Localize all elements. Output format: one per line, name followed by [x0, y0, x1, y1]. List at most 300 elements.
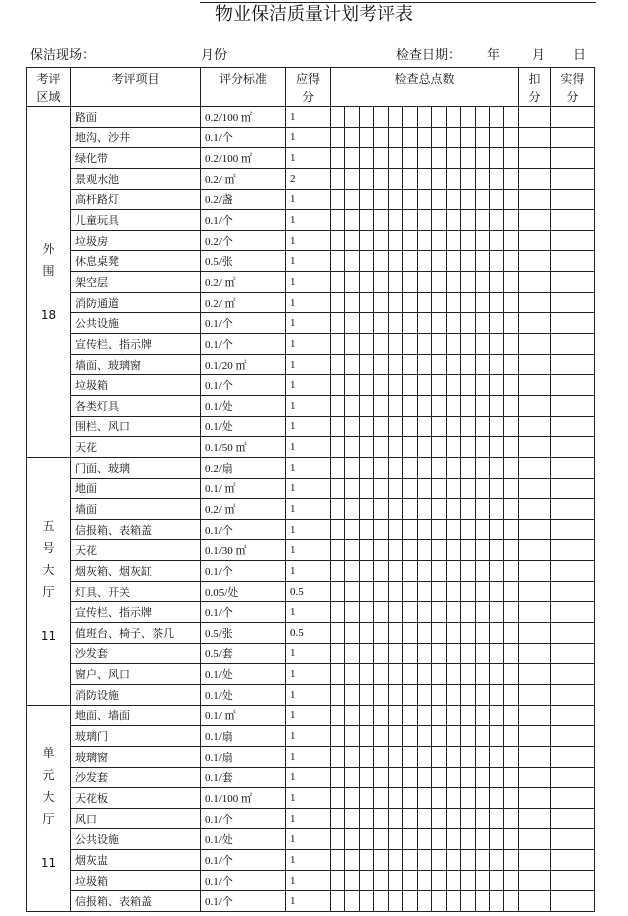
check-cell[interactable] — [359, 354, 373, 375]
check-cell[interactable] — [446, 561, 460, 582]
check-cell[interactable] — [504, 519, 519, 540]
check-cell[interactable] — [331, 292, 345, 313]
check-cell[interactable] — [403, 540, 417, 561]
check-cell[interactable] — [446, 705, 460, 726]
check-cell[interactable] — [345, 354, 359, 375]
check-cell[interactable] — [345, 272, 359, 293]
actual-score-cell[interactable] — [550, 870, 594, 891]
check-cell[interactable] — [359, 375, 373, 396]
check-cell[interactable] — [331, 395, 345, 416]
deduct-cell[interactable] — [518, 664, 550, 685]
check-cell[interactable] — [461, 561, 475, 582]
check-cell[interactable] — [432, 850, 446, 871]
check-cell[interactable] — [446, 499, 460, 520]
check-cell[interactable] — [489, 334, 503, 355]
check-cell[interactable] — [475, 684, 489, 705]
check-cell[interactable] — [345, 808, 359, 829]
check-cell[interactable] — [374, 499, 388, 520]
actual-score-cell[interactable] — [550, 808, 594, 829]
check-cell[interactable] — [374, 850, 388, 871]
check-cell[interactable] — [345, 168, 359, 189]
check-cell[interactable] — [403, 519, 417, 540]
actual-score-cell[interactable] — [550, 210, 594, 231]
check-cell[interactable] — [489, 746, 503, 767]
check-cell[interactable] — [446, 664, 460, 685]
check-cell[interactable] — [345, 788, 359, 809]
deduct-cell[interactable] — [518, 705, 550, 726]
check-cell[interactable] — [359, 457, 373, 478]
check-cell[interactable] — [432, 767, 446, 788]
check-cell[interactable] — [359, 519, 373, 540]
check-cell[interactable] — [359, 107, 373, 128]
check-cell[interactable] — [403, 664, 417, 685]
check-cell[interactable] — [461, 354, 475, 375]
check-cell[interactable] — [504, 499, 519, 520]
check-cell[interactable] — [475, 437, 489, 458]
deduct-cell[interactable] — [518, 581, 550, 602]
check-cell[interactable] — [461, 664, 475, 685]
check-cell[interactable] — [331, 726, 345, 747]
check-cell[interactable] — [432, 664, 446, 685]
check-cell[interactable] — [403, 850, 417, 871]
check-cell[interactable] — [446, 437, 460, 458]
check-cell[interactable] — [432, 746, 446, 767]
check-cell[interactable] — [475, 519, 489, 540]
check-cell[interactable] — [461, 334, 475, 355]
deduct-cell[interactable] — [518, 354, 550, 375]
check-cell[interactable] — [345, 251, 359, 272]
check-cell[interactable] — [417, 746, 431, 767]
deduct-cell[interactable] — [518, 168, 550, 189]
check-cell[interactable] — [359, 788, 373, 809]
actual-score-cell[interactable] — [550, 107, 594, 128]
check-cell[interactable] — [388, 127, 402, 148]
check-cell[interactable] — [461, 395, 475, 416]
deduct-cell[interactable] — [518, 251, 550, 272]
check-cell[interactable] — [475, 313, 489, 334]
check-cell[interactable] — [388, 643, 402, 664]
check-cell[interactable] — [461, 437, 475, 458]
check-cell[interactable] — [489, 891, 503, 912]
check-cell[interactable] — [403, 870, 417, 891]
check-cell[interactable] — [388, 437, 402, 458]
check-cell[interactable] — [374, 643, 388, 664]
actual-score-cell[interactable] — [550, 602, 594, 623]
actual-score-cell[interactable] — [550, 375, 594, 396]
check-cell[interactable] — [374, 127, 388, 148]
check-cell[interactable] — [461, 746, 475, 767]
check-cell[interactable] — [475, 891, 489, 912]
deduct-cell[interactable] — [518, 437, 550, 458]
check-cell[interactable] — [504, 891, 519, 912]
actual-score-cell[interactable] — [550, 168, 594, 189]
check-cell[interactable] — [446, 127, 460, 148]
check-cell[interactable] — [417, 478, 431, 499]
check-cell[interactable] — [388, 767, 402, 788]
deduct-cell[interactable] — [518, 292, 550, 313]
check-cell[interactable] — [461, 891, 475, 912]
check-cell[interactable] — [417, 107, 431, 128]
check-cell[interactable] — [388, 726, 402, 747]
check-cell[interactable] — [504, 684, 519, 705]
deduct-cell[interactable] — [518, 684, 550, 705]
check-cell[interactable] — [432, 581, 446, 602]
check-cell[interactable] — [388, 230, 402, 251]
check-cell[interactable] — [345, 395, 359, 416]
check-cell[interactable] — [331, 478, 345, 499]
check-cell[interactable] — [432, 602, 446, 623]
check-cell[interactable] — [331, 416, 345, 437]
check-cell[interactable] — [417, 148, 431, 169]
check-cell[interactable] — [461, 292, 475, 313]
check-cell[interactable] — [489, 107, 503, 128]
check-cell[interactable] — [345, 664, 359, 685]
check-cell[interactable] — [461, 148, 475, 169]
check-cell[interactable] — [417, 684, 431, 705]
check-cell[interactable] — [489, 395, 503, 416]
check-cell[interactable] — [345, 230, 359, 251]
check-cell[interactable] — [489, 416, 503, 437]
check-cell[interactable] — [432, 210, 446, 231]
actual-score-cell[interactable] — [550, 354, 594, 375]
deduct-cell[interactable] — [518, 746, 550, 767]
check-cell[interactable] — [417, 767, 431, 788]
check-cell[interactable] — [374, 581, 388, 602]
check-cell[interactable] — [359, 684, 373, 705]
check-cell[interactable] — [345, 705, 359, 726]
check-cell[interactable] — [417, 272, 431, 293]
check-cell[interactable] — [417, 891, 431, 912]
check-cell[interactable] — [374, 272, 388, 293]
check-cell[interactable] — [504, 313, 519, 334]
check-cell[interactable] — [489, 540, 503, 561]
check-cell[interactable] — [489, 457, 503, 478]
check-cell[interactable] — [489, 726, 503, 747]
check-cell[interactable] — [432, 499, 446, 520]
check-cell[interactable] — [403, 726, 417, 747]
check-cell[interactable] — [475, 623, 489, 644]
check-cell[interactable] — [446, 788, 460, 809]
check-cell[interactable] — [446, 581, 460, 602]
check-cell[interactable] — [446, 850, 460, 871]
check-cell[interactable] — [374, 788, 388, 809]
check-cell[interactable] — [417, 664, 431, 685]
actual-score-cell[interactable] — [550, 540, 594, 561]
check-cell[interactable] — [475, 870, 489, 891]
check-cell[interactable] — [388, 808, 402, 829]
check-cell[interactable] — [403, 581, 417, 602]
check-cell[interactable] — [388, 168, 402, 189]
check-cell[interactable] — [331, 354, 345, 375]
check-cell[interactable] — [504, 478, 519, 499]
check-cell[interactable] — [331, 457, 345, 478]
check-cell[interactable] — [432, 478, 446, 499]
check-cell[interactable] — [374, 313, 388, 334]
check-cell[interactable] — [388, 375, 402, 396]
check-cell[interactable] — [403, 808, 417, 829]
check-cell[interactable] — [461, 643, 475, 664]
check-cell[interactable] — [403, 457, 417, 478]
check-cell[interactable] — [374, 148, 388, 169]
actual-score-cell[interactable] — [550, 746, 594, 767]
check-cell[interactable] — [403, 230, 417, 251]
check-cell[interactable] — [446, 519, 460, 540]
actual-score-cell[interactable] — [550, 623, 594, 644]
check-cell[interactable] — [475, 354, 489, 375]
check-cell[interactable] — [432, 829, 446, 850]
check-cell[interactable] — [504, 561, 519, 582]
deduct-cell[interactable] — [518, 230, 550, 251]
check-cell[interactable] — [359, 334, 373, 355]
check-cell[interactable] — [374, 808, 388, 829]
check-cell[interactable] — [417, 375, 431, 396]
check-cell[interactable] — [432, 251, 446, 272]
check-cell[interactable] — [403, 292, 417, 313]
check-cell[interactable] — [461, 127, 475, 148]
check-cell[interactable] — [388, 251, 402, 272]
check-cell[interactable] — [432, 334, 446, 355]
check-cell[interactable] — [475, 788, 489, 809]
check-cell[interactable] — [345, 148, 359, 169]
check-cell[interactable] — [504, 251, 519, 272]
check-cell[interactable] — [359, 767, 373, 788]
check-cell[interactable] — [345, 829, 359, 850]
check-cell[interactable] — [331, 705, 345, 726]
check-cell[interactable] — [504, 829, 519, 850]
check-cell[interactable] — [388, 891, 402, 912]
check-cell[interactable] — [446, 602, 460, 623]
check-cell[interactable] — [432, 148, 446, 169]
check-cell[interactable] — [504, 230, 519, 251]
check-cell[interactable] — [475, 272, 489, 293]
deduct-cell[interactable] — [518, 808, 550, 829]
check-cell[interactable] — [374, 251, 388, 272]
deduct-cell[interactable] — [518, 540, 550, 561]
deduct-cell[interactable] — [518, 148, 550, 169]
check-cell[interactable] — [446, 375, 460, 396]
check-cell[interactable] — [461, 230, 475, 251]
check-cell[interactable] — [403, 334, 417, 355]
check-cell[interactable] — [359, 499, 373, 520]
check-cell[interactable] — [504, 334, 519, 355]
check-cell[interactable] — [489, 581, 503, 602]
check-cell[interactable] — [359, 230, 373, 251]
deduct-cell[interactable] — [518, 829, 550, 850]
check-cell[interactable] — [504, 870, 519, 891]
actual-score-cell[interactable] — [550, 272, 594, 293]
check-cell[interactable] — [417, 210, 431, 231]
check-cell[interactable] — [417, 230, 431, 251]
check-cell[interactable] — [504, 808, 519, 829]
check-cell[interactable] — [374, 354, 388, 375]
check-cell[interactable] — [417, 437, 431, 458]
check-cell[interactable] — [345, 870, 359, 891]
check-cell[interactable] — [432, 623, 446, 644]
actual-score-cell[interactable] — [550, 437, 594, 458]
check-cell[interactable] — [388, 313, 402, 334]
check-cell[interactable] — [461, 107, 475, 128]
check-cell[interactable] — [331, 684, 345, 705]
check-cell[interactable] — [359, 623, 373, 644]
check-cell[interactable] — [374, 829, 388, 850]
check-cell[interactable] — [403, 602, 417, 623]
check-cell[interactable] — [345, 375, 359, 396]
check-cell[interactable] — [388, 581, 402, 602]
check-cell[interactable] — [432, 395, 446, 416]
check-cell[interactable] — [403, 478, 417, 499]
check-cell[interactable] — [475, 850, 489, 871]
check-cell[interactable] — [504, 395, 519, 416]
deduct-cell[interactable] — [518, 210, 550, 231]
check-cell[interactable] — [403, 272, 417, 293]
actual-score-cell[interactable] — [550, 705, 594, 726]
check-cell[interactable] — [432, 684, 446, 705]
actual-score-cell[interactable] — [550, 643, 594, 664]
check-cell[interactable] — [489, 561, 503, 582]
check-cell[interactable] — [432, 870, 446, 891]
check-cell[interactable] — [345, 726, 359, 747]
check-cell[interactable] — [475, 251, 489, 272]
check-cell[interactable] — [504, 705, 519, 726]
check-cell[interactable] — [504, 437, 519, 458]
check-cell[interactable] — [489, 767, 503, 788]
check-cell[interactable] — [504, 354, 519, 375]
actual-score-cell[interactable] — [550, 313, 594, 334]
check-cell[interactable] — [446, 148, 460, 169]
check-cell[interactable] — [489, 354, 503, 375]
check-cell[interactable] — [446, 726, 460, 747]
check-cell[interactable] — [388, 684, 402, 705]
check-cell[interactable] — [504, 148, 519, 169]
check-cell[interactable] — [489, 189, 503, 210]
check-cell[interactable] — [331, 581, 345, 602]
actual-score-cell[interactable] — [550, 519, 594, 540]
check-cell[interactable] — [475, 664, 489, 685]
check-cell[interactable] — [504, 643, 519, 664]
check-cell[interactable] — [331, 375, 345, 396]
check-cell[interactable] — [475, 540, 489, 561]
check-cell[interactable] — [374, 375, 388, 396]
check-cell[interactable] — [331, 623, 345, 644]
check-cell[interactable] — [461, 313, 475, 334]
check-cell[interactable] — [359, 602, 373, 623]
check-cell[interactable] — [504, 540, 519, 561]
check-cell[interactable] — [432, 808, 446, 829]
check-cell[interactable] — [446, 313, 460, 334]
check-cell[interactable] — [331, 230, 345, 251]
check-cell[interactable] — [374, 870, 388, 891]
check-cell[interactable] — [388, 746, 402, 767]
check-cell[interactable] — [504, 127, 519, 148]
actual-score-cell[interactable] — [550, 127, 594, 148]
deduct-cell[interactable] — [518, 870, 550, 891]
check-cell[interactable] — [403, 623, 417, 644]
check-cell[interactable] — [331, 107, 345, 128]
check-cell[interactable] — [359, 829, 373, 850]
deduct-cell[interactable] — [518, 313, 550, 334]
check-cell[interactable] — [345, 561, 359, 582]
check-cell[interactable] — [345, 127, 359, 148]
check-cell[interactable] — [417, 623, 431, 644]
check-cell[interactable] — [489, 313, 503, 334]
check-cell[interactable] — [432, 437, 446, 458]
check-cell[interactable] — [417, 808, 431, 829]
check-cell[interactable] — [432, 313, 446, 334]
check-cell[interactable] — [359, 272, 373, 293]
check-cell[interactable] — [403, 107, 417, 128]
check-cell[interactable] — [331, 808, 345, 829]
check-cell[interactable] — [461, 189, 475, 210]
check-cell[interactable] — [388, 395, 402, 416]
check-cell[interactable] — [345, 107, 359, 128]
check-cell[interactable] — [345, 478, 359, 499]
check-cell[interactable] — [432, 127, 446, 148]
check-cell[interactable] — [359, 540, 373, 561]
check-cell[interactable] — [504, 416, 519, 437]
check-cell[interactable] — [432, 230, 446, 251]
check-cell[interactable] — [489, 519, 503, 540]
check-cell[interactable] — [403, 313, 417, 334]
deduct-cell[interactable] — [518, 499, 550, 520]
check-cell[interactable] — [345, 684, 359, 705]
check-cell[interactable] — [475, 561, 489, 582]
check-cell[interactable] — [461, 168, 475, 189]
check-cell[interactable] — [475, 210, 489, 231]
check-cell[interactable] — [489, 478, 503, 499]
check-cell[interactable] — [446, 684, 460, 705]
check-cell[interactable] — [403, 499, 417, 520]
check-cell[interactable] — [359, 313, 373, 334]
check-cell[interactable] — [388, 602, 402, 623]
check-cell[interactable] — [475, 107, 489, 128]
check-cell[interactable] — [331, 643, 345, 664]
check-cell[interactable] — [461, 540, 475, 561]
check-cell[interactable] — [432, 416, 446, 437]
check-cell[interactable] — [359, 664, 373, 685]
check-cell[interactable] — [432, 168, 446, 189]
check-cell[interactable] — [475, 808, 489, 829]
check-cell[interactable] — [331, 437, 345, 458]
check-cell[interactable] — [374, 519, 388, 540]
check-cell[interactable] — [475, 478, 489, 499]
deduct-cell[interactable] — [518, 602, 550, 623]
check-cell[interactable] — [374, 540, 388, 561]
check-cell[interactable] — [359, 395, 373, 416]
check-cell[interactable] — [403, 251, 417, 272]
check-cell[interactable] — [388, 189, 402, 210]
check-cell[interactable] — [417, 251, 431, 272]
check-cell[interactable] — [432, 292, 446, 313]
check-cell[interactable] — [489, 602, 503, 623]
check-cell[interactable] — [345, 334, 359, 355]
check-cell[interactable] — [461, 767, 475, 788]
check-cell[interactable] — [403, 684, 417, 705]
deduct-cell[interactable] — [518, 272, 550, 293]
actual-score-cell[interactable] — [550, 726, 594, 747]
check-cell[interactable] — [403, 561, 417, 582]
check-cell[interactable] — [345, 602, 359, 623]
check-cell[interactable] — [374, 210, 388, 231]
check-cell[interactable] — [446, 210, 460, 231]
check-cell[interactable] — [489, 251, 503, 272]
check-cell[interactable] — [446, 870, 460, 891]
deduct-cell[interactable] — [518, 478, 550, 499]
check-cell[interactable] — [403, 437, 417, 458]
deduct-cell[interactable] — [518, 561, 550, 582]
check-cell[interactable] — [359, 251, 373, 272]
check-cell[interactable] — [446, 168, 460, 189]
check-cell[interactable] — [417, 829, 431, 850]
